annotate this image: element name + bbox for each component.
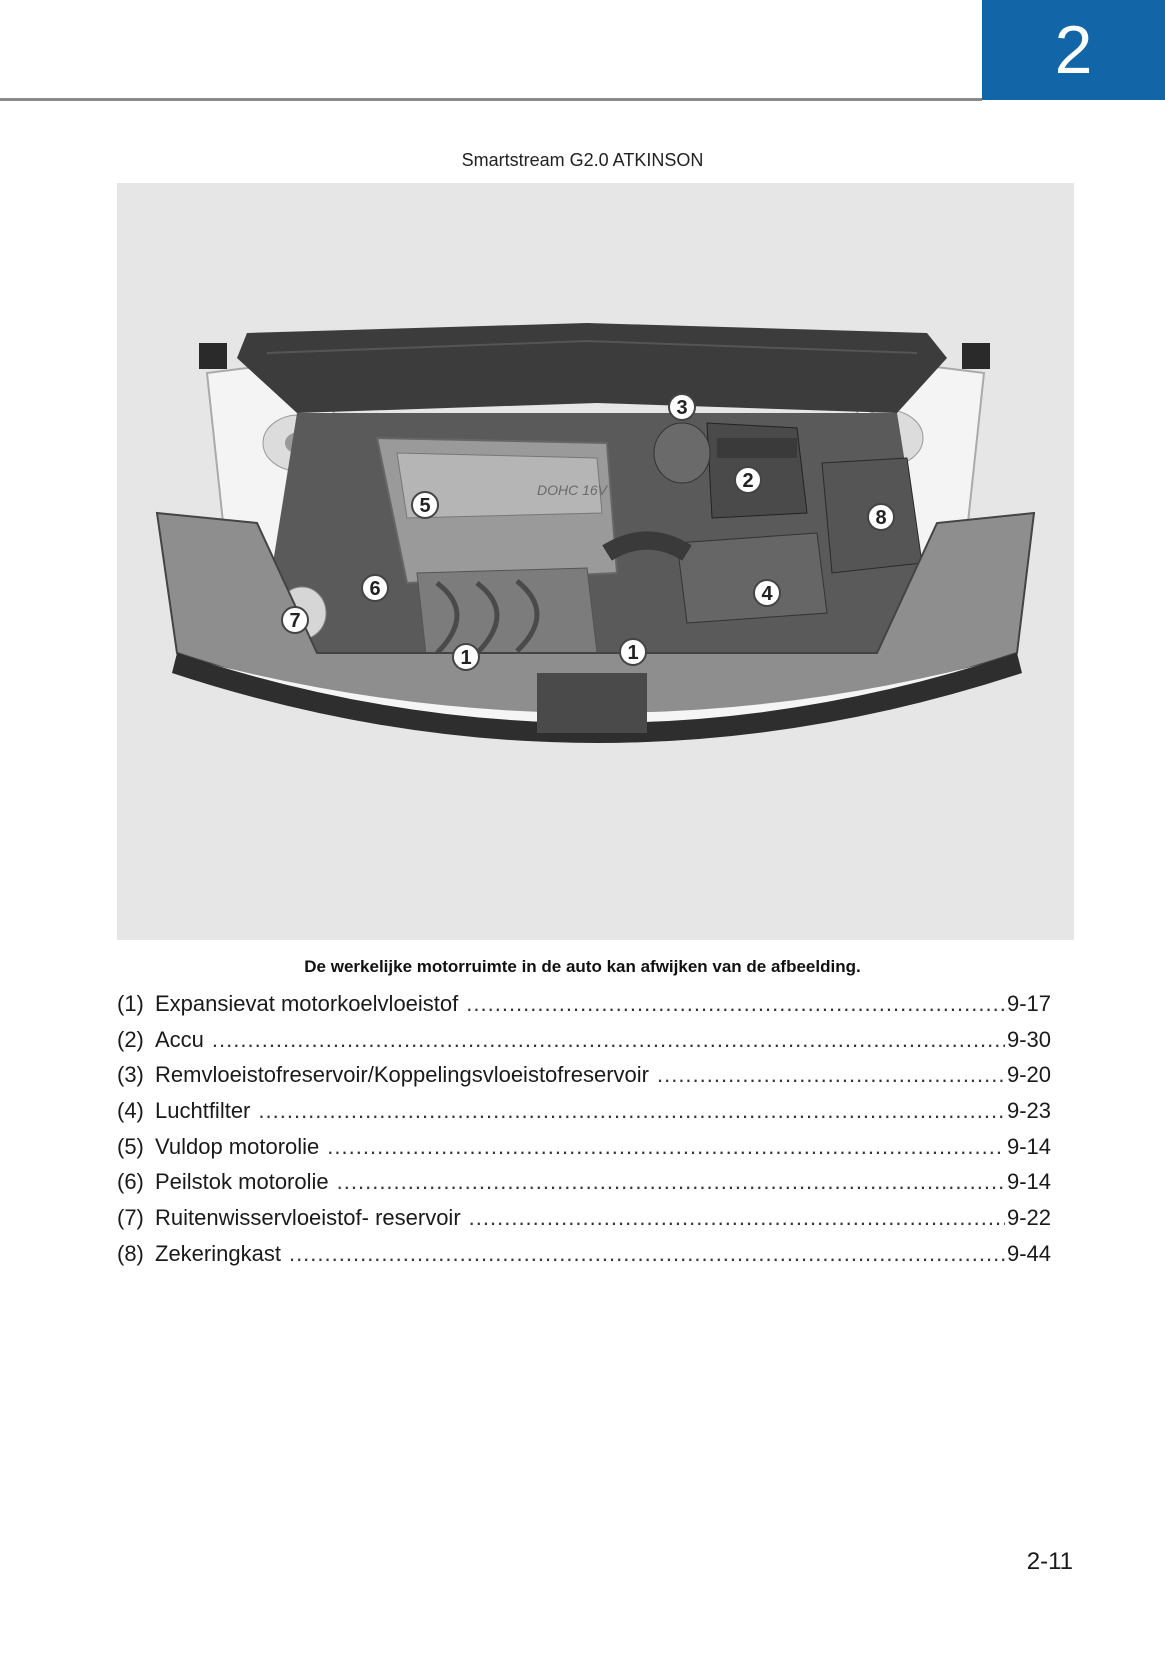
list-item (117, 1241, 1051, 1277)
item-number: (2) (117, 1026, 144, 1052)
chapter-tab (982, 0, 1165, 100)
engine-cover-text: DOHC 16V (537, 482, 608, 498)
callout-4 (754, 580, 780, 606)
list-item (117, 1169, 1051, 1205)
callout-5 (412, 492, 438, 518)
item-label: Remvloeistofreservoir/Koppelingsvloeistofreservoir (155, 1062, 649, 1088)
dot-leader (469, 1205, 1005, 1231)
item-label: Peilstok motorolie (155, 1169, 329, 1195)
item-label: Ruitenwisservloeistof- reservoir (155, 1205, 461, 1231)
engine-bay-illustration (117, 183, 1074, 940)
callout-2 (735, 467, 761, 493)
item-label: Luchtfilter (155, 1098, 251, 1124)
dot-leader (466, 991, 1005, 1017)
item-page: 9-14 (1006, 1169, 1051, 1195)
list-item (117, 1027, 1051, 1063)
item-page: 9-20 (1006, 1062, 1051, 1088)
item-page: 9-23 (1006, 1098, 1051, 1124)
item-number: (7) (117, 1205, 144, 1231)
svg-text:5: 5 (419, 495, 431, 517)
chapter-number: 2 (1054, 12, 1093, 88)
item-page: 9-14 (1006, 1133, 1051, 1159)
callout-1a (453, 644, 479, 670)
item-number: (3) (117, 1062, 144, 1088)
svg-text:3: 3 (676, 397, 688, 419)
header-rule (0, 98, 982, 101)
callout-3 (669, 394, 695, 420)
item-number: (8) (117, 1240, 144, 1266)
item-label: Vuldop motorolie (155, 1133, 320, 1159)
item-number: (1) (117, 991, 144, 1016)
list-item (117, 1062, 1051, 1098)
dot-leader (258, 1098, 1005, 1124)
item-number: (6) (117, 1169, 144, 1195)
callout-1b (620, 639, 646, 665)
dot-leader (327, 1134, 1005, 1160)
list-item (117, 991, 1051, 1027)
list-item (117, 1205, 1051, 1241)
page-number: 2-11 (1026, 1548, 1073, 1575)
callout-8 (868, 504, 894, 530)
svg-text:2: 2 (742, 470, 754, 492)
component-list (117, 991, 1051, 1277)
svg-text:4: 4 (761, 583, 773, 605)
dot-leader (657, 1062, 1005, 1088)
item-label: Accu (155, 1026, 204, 1052)
item-page: 9-22 (1006, 1205, 1051, 1231)
item-page: 9-44 (1006, 1240, 1051, 1266)
item-number: (4) (117, 1098, 144, 1124)
item-label: Expansievat motorkoelvloeistof (155, 991, 459, 1016)
item-page: 9-17 (1006, 991, 1051, 1016)
dot-leader (337, 1169, 1005, 1195)
callout-6 (362, 575, 388, 601)
item-page: 9-30 (1006, 1026, 1051, 1052)
item-label: Zekeringkast (155, 1240, 281, 1266)
engine-title: Smartstream G2.0 ATKINSON (461, 150, 704, 170)
svg-text:1: 1 (460, 647, 472, 669)
dot-leader (289, 1241, 1005, 1267)
figure-caption: De werkelijke motorruimte in de auto kan afwijken van de afbeelding. (304, 957, 861, 976)
list-item (117, 1098, 1051, 1134)
list-item (117, 1134, 1051, 1170)
dot-leader (212, 1027, 1005, 1053)
item-number: (5) (117, 1133, 144, 1159)
svg-text:8: 8 (875, 507, 887, 529)
svg-text:7: 7 (289, 610, 301, 632)
svg-text:6: 6 (369, 578, 381, 600)
callout-7 (282, 607, 308, 633)
svg-text:1: 1 (627, 642, 639, 664)
